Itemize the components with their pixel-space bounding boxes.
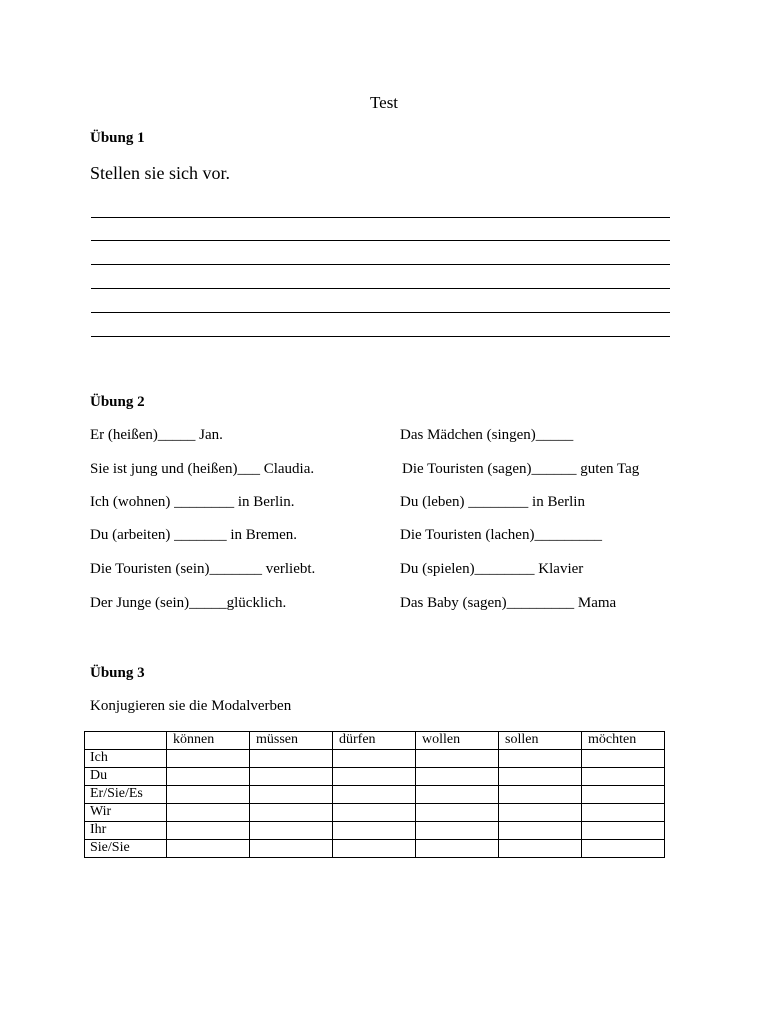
answer-cell bbox=[250, 804, 333, 822]
page-title: Test bbox=[369, 93, 399, 112]
answer-cell bbox=[167, 750, 250, 768]
answer-cell bbox=[499, 768, 582, 786]
exercise2-heading: Übung 2 bbox=[90, 394, 145, 410]
writing-line bbox=[91, 264, 670, 265]
answer-cell bbox=[333, 804, 416, 822]
answer-cell bbox=[333, 822, 416, 840]
answer-cell bbox=[167, 804, 250, 822]
table-row bbox=[85, 750, 665, 768]
table-header-row bbox=[85, 732, 665, 750]
answer-cell bbox=[250, 840, 333, 858]
answer-cell bbox=[582, 822, 665, 840]
answer-cell bbox=[167, 822, 250, 840]
answer-cell bbox=[250, 750, 333, 768]
answer-cell bbox=[499, 804, 582, 822]
table-row bbox=[85, 822, 665, 840]
pronoun-cell: Ich bbox=[85, 750, 167, 768]
writing-line bbox=[91, 217, 670, 218]
answer-cell bbox=[250, 822, 333, 840]
answer-cell bbox=[416, 768, 499, 786]
pronoun-cell: Sie/Sie bbox=[85, 840, 167, 858]
pronoun-cell: Er/Sie/Es bbox=[85, 786, 167, 804]
table-header-cell bbox=[85, 732, 167, 750]
exercise3-heading: Übung 3 bbox=[90, 665, 145, 681]
table-row bbox=[85, 786, 665, 804]
sentence-item: Sie ist jung und (heißen)___ Claudia. bbox=[90, 461, 315, 477]
answer-cell bbox=[582, 804, 665, 822]
exercise3-instruction: Konjugieren sie die Modalverben bbox=[90, 698, 292, 714]
exercise1-instruction: Stellen sie sich vor. bbox=[90, 163, 230, 183]
answer-cell bbox=[499, 840, 582, 858]
answer-cell bbox=[333, 768, 416, 786]
answer-cell bbox=[333, 840, 416, 858]
sentence-item: Der Junge (sein)_____glücklich. bbox=[90, 595, 287, 611]
sentence-item: Du (spielen)________ Klavier bbox=[400, 561, 584, 577]
pronoun-cell: Wir bbox=[85, 804, 167, 822]
answer-cell bbox=[333, 750, 416, 768]
answer-cell bbox=[499, 822, 582, 840]
sentence-item: Das Mädchen (singen)_____ bbox=[400, 427, 574, 443]
pronoun-cell: Ihr bbox=[85, 822, 167, 840]
conjugation-table bbox=[84, 731, 665, 858]
sentence-item: Ich (wohnen) ________ in Berlin. bbox=[90, 494, 295, 510]
answer-cell bbox=[582, 840, 665, 858]
answer-cell bbox=[250, 786, 333, 804]
sentence-item: Du (arbeiten) _______ in Bremen. bbox=[90, 527, 298, 543]
table-row bbox=[85, 840, 665, 858]
answer-cell bbox=[416, 822, 499, 840]
sentence-item: Du (leben) ________ in Berlin bbox=[400, 494, 585, 510]
answer-cell bbox=[167, 768, 250, 786]
answer-cell bbox=[416, 840, 499, 858]
answer-cell bbox=[499, 750, 582, 768]
table-header-cell: können bbox=[167, 732, 250, 750]
table-row bbox=[85, 768, 665, 786]
answer-cell bbox=[582, 750, 665, 768]
sentence-item: Die Touristen (lachen)_________ bbox=[400, 527, 602, 543]
exercise1-heading: Übung 1 bbox=[90, 130, 145, 146]
table-header-cell: müssen bbox=[250, 732, 333, 750]
sentence-item: Das Baby (sagen)_________ Mama bbox=[400, 595, 617, 611]
writing-line bbox=[91, 336, 670, 337]
writing-line bbox=[91, 288, 670, 289]
pronoun-cell: Du bbox=[85, 768, 167, 786]
answer-cell bbox=[499, 786, 582, 804]
answer-cell bbox=[582, 786, 665, 804]
answer-cell bbox=[416, 786, 499, 804]
answer-cell bbox=[582, 768, 665, 786]
sentence-item: Er (heißen)_____ Jan. bbox=[90, 427, 223, 443]
answer-cell bbox=[416, 750, 499, 768]
writing-line bbox=[91, 240, 670, 241]
table-header-cell: sollen bbox=[499, 732, 582, 750]
table-header-cell: möchten bbox=[582, 732, 665, 750]
answer-cell bbox=[416, 804, 499, 822]
writing-line bbox=[91, 312, 670, 313]
sentence-item: Die Touristen (sein)_______ verliebt. bbox=[90, 561, 316, 577]
answer-cell bbox=[167, 786, 250, 804]
table-row bbox=[85, 804, 665, 822]
table-header-cell: wollen bbox=[416, 732, 499, 750]
answer-cell bbox=[250, 768, 333, 786]
sentence-item: Die Touristen (sagen)______ guten Tag bbox=[402, 461, 640, 477]
table-header-cell: dürfen bbox=[333, 732, 416, 750]
answer-cell bbox=[167, 840, 250, 858]
answer-cell bbox=[333, 786, 416, 804]
